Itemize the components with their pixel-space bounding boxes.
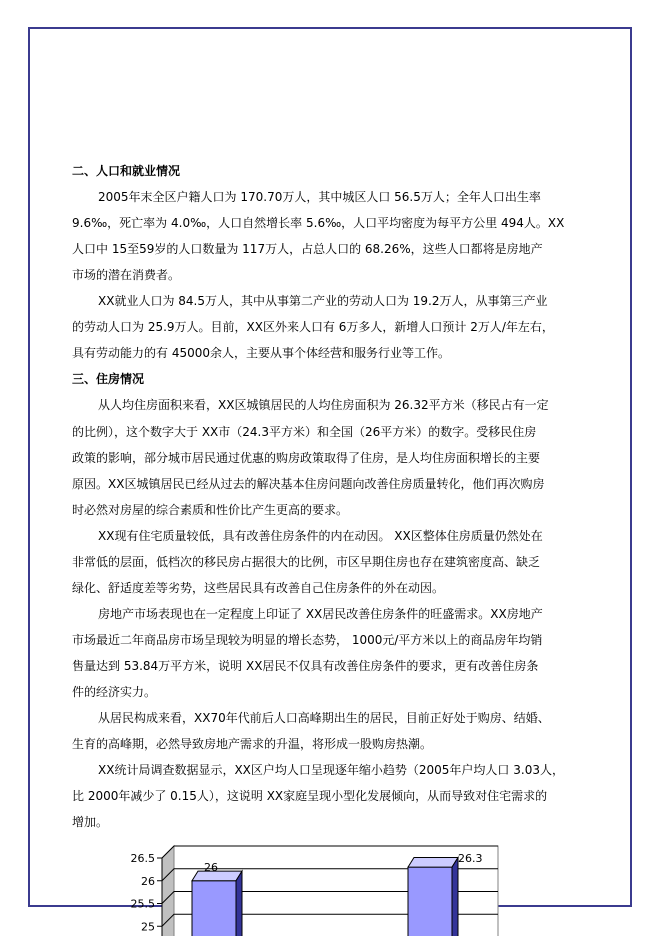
paragraph-line: 售量达到 53.84万平方米，说明 XX居民不仅具有改善住房条件的要求，更有改善住房条	[72, 658, 539, 673]
bar-side-face	[236, 871, 242, 936]
paragraph-line: 增加。	[72, 815, 109, 830]
y-tick-label: 25	[141, 920, 155, 934]
bar-top-face	[408, 858, 458, 868]
paragraph-line: 9.6‰，死亡率为 4.0‰，人口自然增长率 5.6‰，人口平均密度为每平方公里 494人。XX	[72, 216, 565, 231]
paragraph-line: 非常低的层面，低档次的移民房占据很大的比例，市区早期住房也存在建筑密度高、缺乏	[72, 554, 541, 569]
paragraph-line: 政策的影响，部分城市居民通过优惠的购房政策取得了住房，是人均住房面积增长的主要	[72, 450, 541, 465]
y-tick-label: 26.5	[130, 852, 155, 865]
paragraph-line: 从居民构成来看，XX70年代前后人口高峰期出生的居民，目前正好处于购房、结婚、	[98, 711, 550, 726]
paragraph-line: 从人均住房面积来看，XX区城镇居民的人均住房面积为 26.32平方米（移民占有一定	[98, 398, 549, 413]
paragraph-line: 原因。XX区城镇居民已经从过去的解决基本住房问题向改善住房质量转化，他们再次购房	[72, 476, 545, 491]
bar	[192, 881, 236, 936]
y-tick-label: 25.5	[130, 897, 155, 911]
paragraph-line: 件的经济实力。	[72, 685, 157, 699]
plot-side-wall	[162, 846, 174, 936]
paragraph-line: XX统计局调查数据显示，XX区户均人口呈现逐年缩小趋势（2005年户均人口 3.03人，	[98, 763, 564, 778]
bar-side-face	[452, 858, 458, 936]
paragraph-line: 比 2000年减少了 0.15人），这说明 XX家庭呈现小型化发展倾向，从而导致对住宅需求的	[72, 789, 548, 804]
data-label: 26.3	[458, 852, 483, 866]
paragraph-line: 时必然对房屋的综合素质和性价比产生更高的要求。	[72, 502, 349, 517]
section-heading: 二、人口和就业情况	[72, 164, 181, 178]
data-label: 26	[204, 860, 218, 874]
paragraph-line: XX就业人口为 84.5万人，其中从事第二产业的劳动人口为 19.2万人，从事第三产业	[98, 294, 548, 309]
paragraph-line: 市场最近二年商品房市场呈现较为明显的增长态势， 1000元/平方米以上的商品房年均销	[72, 632, 543, 647]
section-heading: 三、住房情况	[72, 372, 145, 387]
paragraph-line: 绿化、舒适度差等劣势，这些居民具有改善自己住房条件的外在动因。	[72, 580, 445, 595]
bar	[408, 867, 452, 936]
paragraph-line: 人口中 15至59岁的人口数量为 117万人，占总人口的 68.26%，这些人口都将是房地产	[72, 242, 543, 257]
paragraph-line: 市场的潜在消费者。	[72, 268, 181, 283]
paragraph-line: 2005年末全区户籍人口为 170.70万人，其中城区人口 56.5万人；全年人口出生率	[98, 190, 541, 205]
y-tick-label: 26	[141, 874, 155, 888]
paragraph-line: 具有劳动能力的有 45000余人，主要从事个体经营和服务行业等工作。	[72, 346, 450, 361]
paragraph-line: 的劳动人口为 25.9万人。目前，XX区外来人口有 6万多人，新增人口预计 2万人/年左右，	[72, 320, 554, 335]
paragraph-line: 生育的高峰期，必然导致房地产需求的升温，将形成一股购房热潮。	[72, 737, 433, 752]
paragraph-line: 的比例），这个数字大于 XX市（24.3平方米）和全国（26平方米）的数字。受移民住房	[72, 424, 537, 439]
paragraph-line: XX现有住宅质量较低，具有改善住房条件的内在动因。 XX区整体住房质量仍然处在	[98, 528, 543, 543]
housing-area-bar-chart	[116, 844, 536, 936]
paragraph-line: 房地产市场表现也在一定程度上印证了 XX居民改善住房条件的旺盛需求。XX房地产	[98, 606, 543, 621]
chart-canvas	[116, 844, 536, 936]
